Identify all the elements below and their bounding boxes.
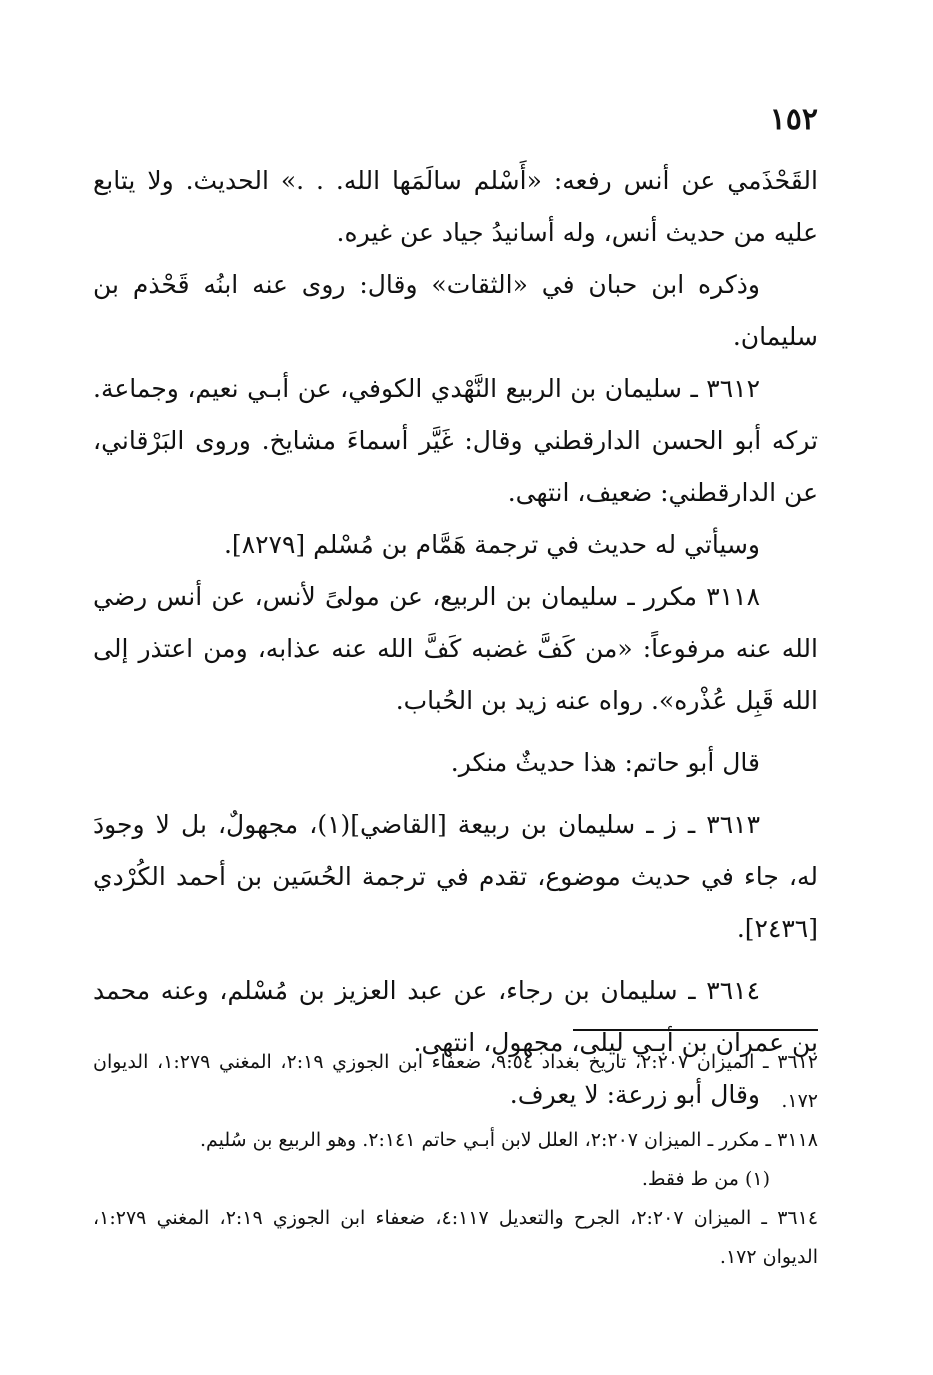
entry-3613: ٣٦١٣ ـ ز ـ سليمان بن ربيعة [القاضي](١)، مجهولٌ، بل لا وجودَ له، جاء في حديث موضوع، تقدم في ترجمة الحُسَين بن أحمد الكُرْدي [٢٤٣٦]. [93,810,818,943]
footnote: ٣٦١٤ ـ الميزان ٢:٢٠٧، الجرح والتعديل ٤:١١٧، ضعفاء ابن الجوزي ٢:١٩، المغني ١:٢٧٩، الديوان ١٧٢. [93,1207,819,1268]
paragraph: وسيأتي له حديث في ترجمة هَمَّام بن مُسْلم [٨٢٧٩]. [223,530,760,559]
paragraph: وقال أبو زرعة: لا يعرف. [509,1080,760,1109]
footnote: ٣١١٨ ـ مكرر ـ الميزان ٢:٢٠٧، العلل لابن أبـي حاتم ٢:١٤١. وهو الربيع بن سُليم. [199,1129,818,1151]
paragraph: القَحْذَمي عن أنس رفعه: «أَسْلم سالَمَها الله. . .» الحديث. ولا يتابع عليه من حديث أنس، وله أسانيدُ جياد عن غيره. [93,166,818,247]
paragraph: قال أبو حاتم: هذا حديثٌ منكر. [450,748,760,777]
main-text [93,155,818,1121]
footnotes [93,1043,818,1277]
footnote-divider [573,1029,818,1031]
entry-3614: ٣٦١٤ ـ سليمان بن رجاء، عن عبد العزيز بن مُسْلم، وعنه محمد بن عمران بن أبـي ليلى، مجهول، انتهى. [93,976,818,1057]
entry-3118: ٣١١٨ مكرر ـ سليمان بن الربيع، عن مولىً لأنس، عن أنس رضي الله عنه مرفوعاً: «من كَفَّ غضبه كَفَّ الله عنه عذابه، ومن اعتذر إلى الله قَبِل عُذْره». رواه عنه زيد بن الحُباب. [93,582,818,715]
footnote: (١) من ط فقط. [641,1168,770,1190]
entry-3612: ٣٦١٢ ـ سليمان بن الربيع النَّهْدي الكوفي، عن أبـي نعيم، وجماعة. تركه أبو الحسن الدارقطني وقال: غَيَّر أسماءَ مشايخ. وروى البَرْقاني، عن الدارقطني: ضعيف، انتهى. [93,374,818,507]
page-number: ١٥٢ [769,102,818,137]
paragraph: وذكره ابن حبان في «الثقات» وقال: روى عنه ابنُه قَحْذم بن سليمان. [93,270,818,351]
footnote: ٣٦١٢ ـ الميزان ٢:٢٠٧، تاريخ بغداد ٩:٥٤، ضعفاء ابن الجوزي ٢:١٩، المغني ١:٢٧٩، الديوان ١٧٢. [93,1051,819,1112]
